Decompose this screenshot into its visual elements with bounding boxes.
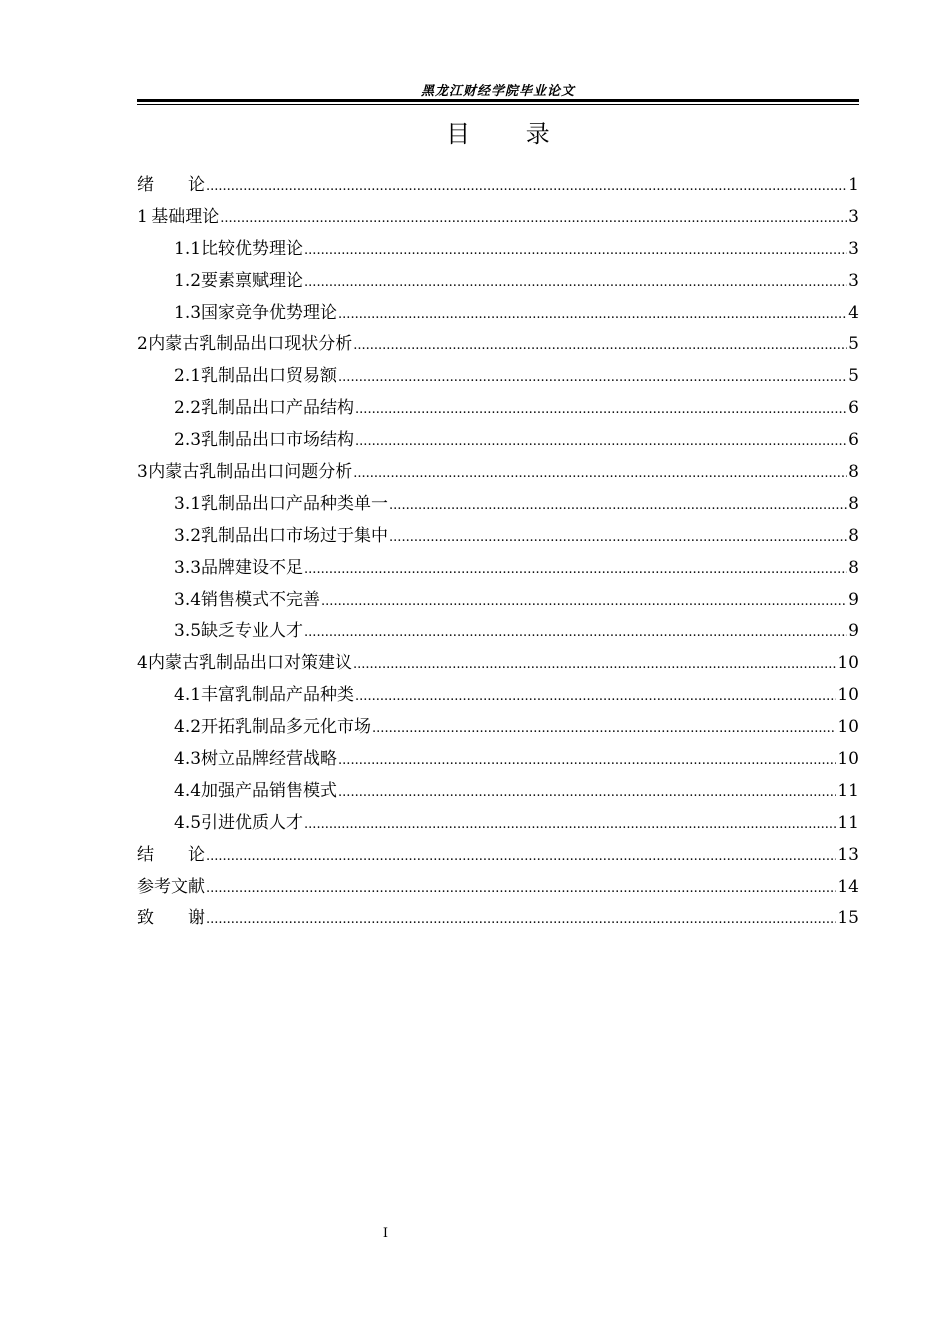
toc-entry (137, 266, 859, 298)
toc-entry-title: 缺乏专业人才 (201, 621, 304, 642)
toc-leader-dots (220, 203, 847, 235)
toc-leader-dots (304, 809, 836, 841)
toc-entry-title: 乳制品出口贸易额 (201, 366, 338, 387)
toc-entry-number: 4 (137, 653, 148, 674)
toc-entry-number: 3.1 (174, 493, 202, 514)
toc-entry (137, 298, 859, 330)
toc-entry-title: 要素禀赋理论 (201, 270, 304, 291)
toc-leader-dots (353, 649, 836, 681)
toc-entry-page: 4 (848, 302, 859, 323)
toc-entry-page: 11 (837, 780, 859, 801)
toc-entry (137, 680, 859, 712)
toc-leader-dots (338, 362, 847, 394)
toc-entry-number: 3 (137, 462, 148, 483)
toc-entry (137, 648, 859, 680)
toc-list (137, 170, 859, 935)
toc-entry-number: 3.2 (174, 525, 202, 546)
toc-entry-title: 结 论 (137, 844, 205, 865)
toc-entry-title: 加强产品销售模式 (201, 780, 338, 801)
toc-leader-dots (304, 267, 847, 299)
toc-entry-page: 8 (848, 557, 859, 578)
toc-entry (137, 361, 859, 393)
toc-entry-title: 品牌建设不足 (201, 557, 304, 578)
toc-leader-dots (389, 490, 847, 522)
toc-leader-dots (353, 458, 847, 490)
header-rule-thin (137, 104, 859, 105)
toc-entry-number: 4.3 (174, 749, 202, 770)
toc-entry-page: 10 (837, 749, 859, 770)
toc-entry-title: 内蒙古乳制品出口对策建议 (148, 653, 353, 674)
toc-entry-page: 3 (848, 206, 859, 227)
toc-leader-dots (389, 522, 847, 554)
toc-entry-title: 乳制品出口市场过于集中 (201, 525, 389, 546)
toc-entry-page: 10 (837, 717, 859, 738)
toc-entry (137, 744, 859, 776)
toc-leader-dots (338, 777, 836, 809)
toc-leader-dots (304, 554, 847, 586)
toc-entry-number: 2.2 (174, 398, 202, 419)
toc-title: 目 录 (446, 120, 550, 148)
toc-entry-page: 5 (848, 366, 859, 387)
toc-entry-number: 4.2 (174, 717, 202, 738)
toc-leader-dots (206, 841, 836, 873)
toc-entry (137, 457, 859, 489)
toc-entry-title: 引进优质人才 (201, 812, 304, 833)
toc-leader-dots (206, 904, 836, 936)
toc-entry (137, 712, 859, 744)
toc-entry-page: 10 (837, 685, 859, 706)
toc-leader-dots (338, 745, 836, 777)
page-number: I (382, 1226, 389, 1241)
toc-entry-number: 4.5 (174, 812, 202, 833)
toc-leader-dots (321, 586, 847, 618)
toc-entry-title: 树立品牌经营战略 (201, 749, 338, 770)
toc-entry (137, 776, 859, 808)
toc-entry-page: 11 (837, 812, 859, 833)
toc-entry-number: 2 (137, 334, 148, 355)
toc-entry-number: 1.2 (174, 270, 202, 291)
toc-entry-title: 销售模式不完善 (201, 589, 321, 610)
toc-entry-title: 致 谢 (137, 908, 205, 929)
toc-entry-number: 4.1 (174, 685, 202, 706)
toc-entry (137, 808, 859, 840)
toc-entry-title: 比较优势理论 (201, 238, 304, 259)
header-rule-thick (137, 99, 859, 102)
toc-entry-title: 开拓乳制品多元化市场 (201, 717, 372, 738)
toc-entry-number: 3.3 (174, 557, 202, 578)
toc-entry (137, 553, 859, 585)
toc-entry (137, 585, 859, 617)
toc-entry-number: 4.4 (174, 780, 202, 801)
toc-entry-number: 1.1 (174, 238, 202, 259)
toc-entry-page: 8 (848, 525, 859, 546)
toc-entry-title: 乳制品出口产品结构 (201, 398, 355, 419)
toc-entry-page: 10 (837, 653, 859, 674)
toc-leader-dots (304, 617, 847, 649)
toc-entry (137, 234, 859, 266)
toc-entry-title: 国家竞争优势理论 (201, 302, 338, 323)
toc-entry-page: 1 (848, 175, 859, 195)
toc-entry-number: 1.3 (174, 302, 202, 323)
toc-entry-title: 内蒙古乳制品出口问题分析 (148, 462, 353, 483)
toc-leader-dots (355, 394, 847, 426)
toc-entry-title: 内蒙古乳制品出口现状分析 (148, 334, 353, 355)
toc-entry-number: 2.1 (174, 366, 202, 387)
toc-entry-page: 13 (837, 844, 859, 865)
toc-leader-dots (355, 426, 847, 458)
toc-entry-number: 3.5 (174, 621, 202, 642)
toc-entry-page: 3 (848, 270, 859, 291)
toc-entry-page: 9 (848, 589, 859, 610)
toc-entry-title: 丰富乳制品产品种类 (201, 685, 355, 706)
toc-leader-dots (206, 171, 847, 203)
toc-entry (137, 872, 859, 904)
toc-entry-page: 5 (848, 334, 859, 355)
running-header: 黑龙江财经学院毕业论文 (420, 84, 575, 99)
toc-leader-dots (355, 681, 836, 713)
toc-entry (137, 616, 859, 648)
toc-entry (137, 202, 859, 234)
toc-entry-page: 6 (848, 398, 859, 419)
toc-entry-title: 乳制品出口市场结构 (201, 430, 355, 451)
toc-entry (137, 521, 859, 553)
toc-leader-dots (372, 713, 836, 745)
toc-entry (137, 170, 859, 202)
toc-entry-page: 6 (848, 430, 859, 451)
toc-entry (137, 840, 859, 872)
toc-leader-dots (353, 330, 847, 362)
toc-entry-title: 乳制品出口产品种类单一 (201, 493, 389, 514)
toc-entry (137, 425, 859, 457)
toc-entry (137, 903, 859, 935)
toc-leader-dots (206, 873, 836, 905)
toc-leader-dots (304, 235, 847, 267)
toc-entry-page: 3 (848, 238, 859, 259)
toc-entry (137, 393, 859, 425)
toc-entry-page: 8 (848, 493, 859, 514)
toc-leader-dots (338, 299, 847, 331)
toc-entry-number: 3.4 (174, 589, 202, 610)
toc-entry (137, 489, 859, 521)
toc-entry-title: 基础理论 (151, 206, 220, 227)
toc-entry-title: 绪 论 (137, 175, 205, 195)
toc-entry (137, 329, 859, 361)
toc-entry-number: 2.3 (174, 430, 202, 451)
toc-entry-page: 14 (837, 876, 859, 897)
toc-entry-page: 15 (837, 908, 859, 929)
toc-entry-number: 1 (137, 206, 148, 227)
toc-entry-page: 8 (848, 462, 859, 483)
toc-entry-title: 参考文献 (137, 876, 205, 897)
toc-entry-page: 9 (848, 621, 859, 642)
